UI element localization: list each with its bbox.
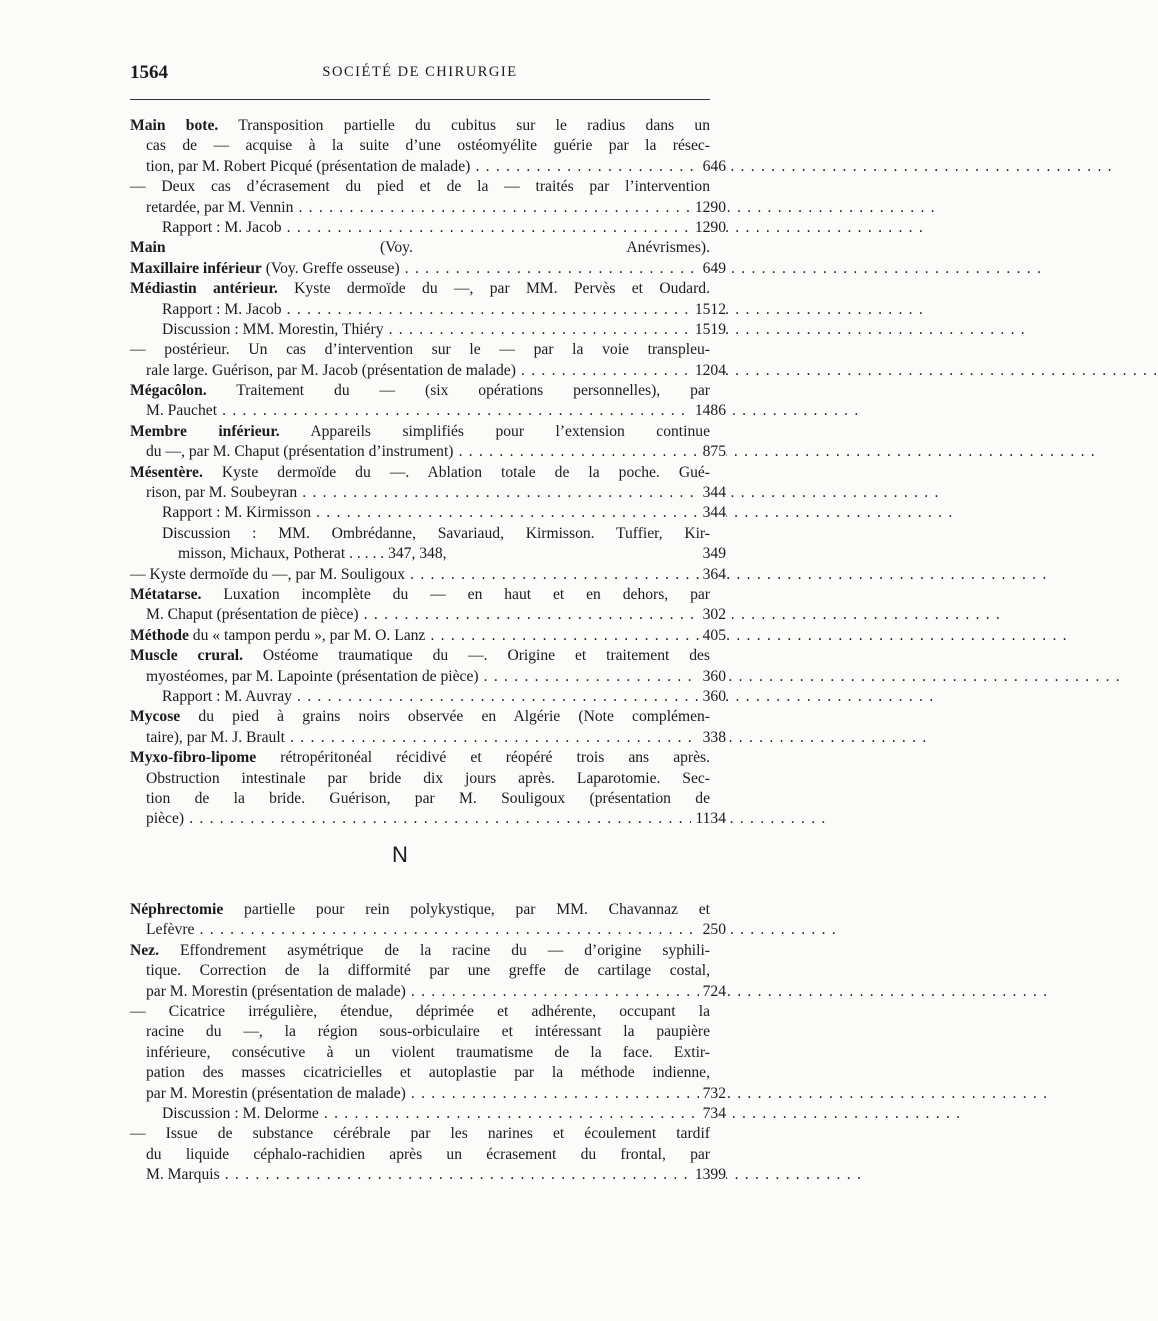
- entry-text: racine du —, la région sous-orbiculaire et intéressant la paupière: [146, 1023, 710, 1041]
- entry-text: — Issue de substance cérébrale par les narines et écoulement tardif: [130, 1125, 710, 1143]
- entry-keyword: Main bote.: [130, 117, 219, 134]
- page-reference: 732: [699, 1084, 726, 1104]
- index-entry-line: [130, 920, 726, 940]
- entry-text: du —, par M. Chaput (présentation d’instrument): [146, 443, 454, 461]
- page-reference: 405: [699, 626, 726, 646]
- entry-text: Discussion : M. Delorme: [162, 1104, 319, 1122]
- entry-text: — Deux cas d’écrasement du pied et de la — traités par l’intervention: [130, 178, 710, 196]
- index-entry-line: [130, 442, 726, 462]
- index-entry-line: [130, 626, 726, 646]
- entry-keyword: Mégacôlon.: [130, 382, 207, 400]
- index-entry-line: [130, 982, 726, 1002]
- entry-text: (Voy. Anévrismes).: [165, 239, 710, 257]
- page-reference: 1290: [691, 218, 726, 238]
- entry-text: misson, Michaux, Potherat . . . . . 347, 348,: [178, 545, 447, 563]
- entry-text: Rapport : M. Jacob: [162, 300, 282, 318]
- index-entry-line: [130, 1104, 726, 1124]
- entry-text: Rapport : M. Auvray: [162, 687, 292, 705]
- entry-text: taire), par M. J. Brault: [146, 728, 286, 746]
- entry-text: M. Marquis: [146, 1166, 220, 1184]
- page-reference: 875: [699, 442, 726, 462]
- entry-keyword: Main: [130, 239, 166, 257]
- entry-keyword: Méthode: [130, 626, 189, 644]
- page-reference: 344: [699, 483, 726, 503]
- index-entry-line: [130, 238, 710, 258]
- entry-text: retardée, par M. Vennin: [146, 198, 294, 216]
- page-reference: 250: [699, 920, 726, 940]
- index-entry-line: [130, 585, 710, 605]
- index-entry-line: [130, 565, 726, 585]
- entry-text: cas de — acquise à la suite d’une ostéomyélite guérie par la résec-: [146, 137, 710, 155]
- entry-text: M. Chaput (présentation de pièce): [146, 606, 359, 624]
- entry-text: rale large. Guérison, par M. Jacob (présentation de malade): [146, 361, 516, 379]
- index-entry-line: [130, 605, 726, 625]
- entry-text: tion de la bride. Guérison, par M. Souligoux (présentation de: [146, 789, 710, 807]
- page-reference: 360: [699, 687, 726, 707]
- entry-text: Obstruction intestinale par bride dix jours après. Laparotomie. Sec-: [146, 769, 710, 787]
- index-entry-line: [130, 279, 710, 299]
- index-entry-line: [130, 1002, 710, 1022]
- index-entry-line: [130, 789, 710, 809]
- entry-text: Lefèvre: [146, 921, 195, 939]
- entry-text: Appareils simplifiés pour l’extension continue: [279, 422, 710, 440]
- index-entry-line: [130, 503, 726, 523]
- page-reference: 349: [699, 544, 726, 564]
- index-entry-line: [130, 177, 710, 197]
- index-entry-line: [130, 524, 710, 544]
- index-entry-line: [130, 157, 726, 177]
- index-entry-line: [130, 1022, 710, 1042]
- page-reference: 1486: [691, 401, 726, 421]
- index-entry-line: [130, 259, 726, 279]
- page-reference: 364: [699, 565, 726, 585]
- page-reference: 1519: [691, 320, 726, 340]
- entry-text: Ostéome traumatique du —. Origine et traitement des: [243, 647, 710, 665]
- page-reference: 1290: [691, 198, 726, 218]
- index-entry-line: [130, 422, 710, 442]
- entry-text: myostéomes, par M. Lapointe (présentation de pièce): [146, 667, 479, 685]
- entry-text: tique. Correction de la difformité par une greffe de cartilage costal,: [146, 962, 710, 980]
- index-entry-line: [130, 900, 710, 920]
- page-reference: 734: [699, 1104, 726, 1124]
- entry-text: du pied à grains noirs observée en Algérie (Note complémen-: [180, 708, 710, 726]
- page-reference: 302: [699, 605, 726, 625]
- page-reference: 344: [699, 503, 726, 523]
- index-entry-line: [130, 198, 726, 218]
- entry-text: — Kyste dermoïde du —, par M. Souligoux: [130, 565, 406, 583]
- index-entry-line: [130, 1084, 726, 1104]
- entry-text: — Cicatrice irrégulière, étendue, déprimée et adhérente, occupant la: [130, 1002, 710, 1020]
- page-reference: 649: [699, 259, 726, 279]
- entry-keyword: Nez.: [130, 941, 160, 959]
- index-entry-line: [130, 116, 710, 136]
- index-entry-line: [130, 463, 710, 483]
- entry-text: par M. Morestin (présentation de malade): [146, 982, 406, 1000]
- entry-text: rison, par M. Soubeyran: [146, 484, 298, 502]
- index-entry-line: [130, 1145, 710, 1165]
- entry-keyword: Mycose: [130, 708, 181, 726]
- index-entry-line: [130, 1063, 710, 1083]
- entry-text: partielle pour rein polykystique, par MM. Chavannaz et: [223, 901, 710, 918]
- entry-text: du « tampon perdu », par M. O. Lanz: [188, 626, 426, 644]
- index-entry-line: [130, 667, 726, 687]
- entry-text: — postérieur. Un cas d’intervention sur le — par la voie transpleu-: [130, 341, 710, 359]
- entry-text: Kyste dermoïde du —, par MM. Pervès et Oudard.: [277, 280, 710, 298]
- header-rule: [130, 99, 710, 100]
- index-entry-line: [130, 687, 726, 707]
- index-entry-line: [130, 1043, 710, 1063]
- entry-text: pièce): [146, 810, 185, 828]
- index-entry-line: [130, 381, 710, 401]
- page-number: 1564: [130, 62, 168, 83]
- index-entry-line: [130, 340, 710, 360]
- entry-text: par M. Morestin (présentation de malade): [146, 1084, 406, 1102]
- index-entry-line: [130, 748, 710, 768]
- entry-text: inférieure, consécutive à un violent traumatisme de la face. Extir-: [146, 1043, 710, 1061]
- section-letter-n: N: [392, 842, 408, 867]
- page-reference: 1399: [691, 1165, 726, 1185]
- page-reference: 338: [699, 728, 726, 748]
- entry-text: tion, par M. Robert Picqué (présentation de malade): [146, 157, 471, 175]
- entry-text: Transposition partielle du cubitus sur le radius dans un: [218, 117, 710, 134]
- index-entry-line: [130, 961, 710, 981]
- page-reference: 1512: [691, 300, 726, 320]
- index-entry-line: [130, 809, 726, 829]
- index-entry-line: [130, 483, 726, 503]
- index-entry-line: [130, 707, 710, 727]
- index-entry-line: [130, 218, 726, 238]
- entry-text: Discussion : MM. Ombrédanne, Savariaud, Kirmisson. Tuffier, Kir-: [162, 524, 710, 542]
- index-entry-line: [130, 646, 710, 666]
- index-entry-line: [130, 941, 710, 961]
- page-reference: 1204: [691, 361, 726, 381]
- entry-text: rétropéritonéal récidivé et réopéré trois ans après.: [256, 749, 710, 767]
- index-entry-line: [130, 728, 726, 748]
- entry-keyword: Métatarse.: [130, 585, 202, 603]
- entry-text: Effondrement asymétrique de la racine du — d’origine syphili-: [159, 941, 710, 959]
- entry-text: Traitement du — (six opérations personnelles), par: [206, 382, 710, 400]
- entry-keyword: Myxo-fibro-lipome: [130, 749, 257, 767]
- index-entry-line: [130, 1124, 710, 1144]
- entry-keyword: Mésentère.: [130, 463, 203, 481]
- running-title: SOCIÉTÉ DE CHIRURGIE: [322, 64, 518, 80]
- index-entry-line: [130, 1165, 726, 1185]
- entry-text: Luxation incomplète du — en haut et en dehors, par: [201, 585, 710, 603]
- index-entry-line: [130, 361, 726, 381]
- page-reference: 724: [699, 982, 726, 1002]
- index-section-n: [130, 900, 726, 1185]
- entry-text: (Voy. Greffe osseuse): [261, 259, 400, 277]
- page-reference: 1134: [691, 809, 726, 829]
- page-reference: 360: [699, 667, 726, 687]
- index-entry-line: [130, 300, 726, 320]
- index-entry-line: [130, 136, 710, 156]
- entry-text: M. Pauchet: [146, 402, 218, 420]
- entry-text: Rapport : M. Jacob: [162, 218, 282, 236]
- entry-text: du liquide céphalo-rachidien après un écrasement du frontal, par: [146, 1145, 710, 1163]
- index-entry-line: [130, 320, 726, 340]
- index-entry-line: [130, 401, 726, 421]
- entry-keyword: Néphrectomie: [130, 901, 224, 918]
- entry-text: Kyste dermoïde du —. Ablation totale de la poche. Gué-: [202, 463, 710, 481]
- page-reference: 646: [699, 157, 726, 177]
- index-entry-line: [130, 544, 726, 564]
- entry-text: Rapport : M. Kirmisson: [162, 504, 312, 522]
- running-header: [130, 62, 710, 86]
- index-entry-line: [130, 769, 710, 789]
- index-section-m: [130, 116, 726, 830]
- entry-text: Discussion : MM. Morestin, Thiéry: [162, 320, 384, 338]
- entry-keyword: Membre inférieur.: [130, 422, 280, 440]
- entry-keyword: Muscle crural.: [130, 647, 243, 665]
- entry-text: pation des masses cicatricielles et autoplastie par la méthode indienne,: [146, 1064, 710, 1082]
- entry-keyword: Médiastin antérieur.: [130, 280, 278, 298]
- entry-keyword: Maxillaire inférieur: [130, 259, 262, 277]
